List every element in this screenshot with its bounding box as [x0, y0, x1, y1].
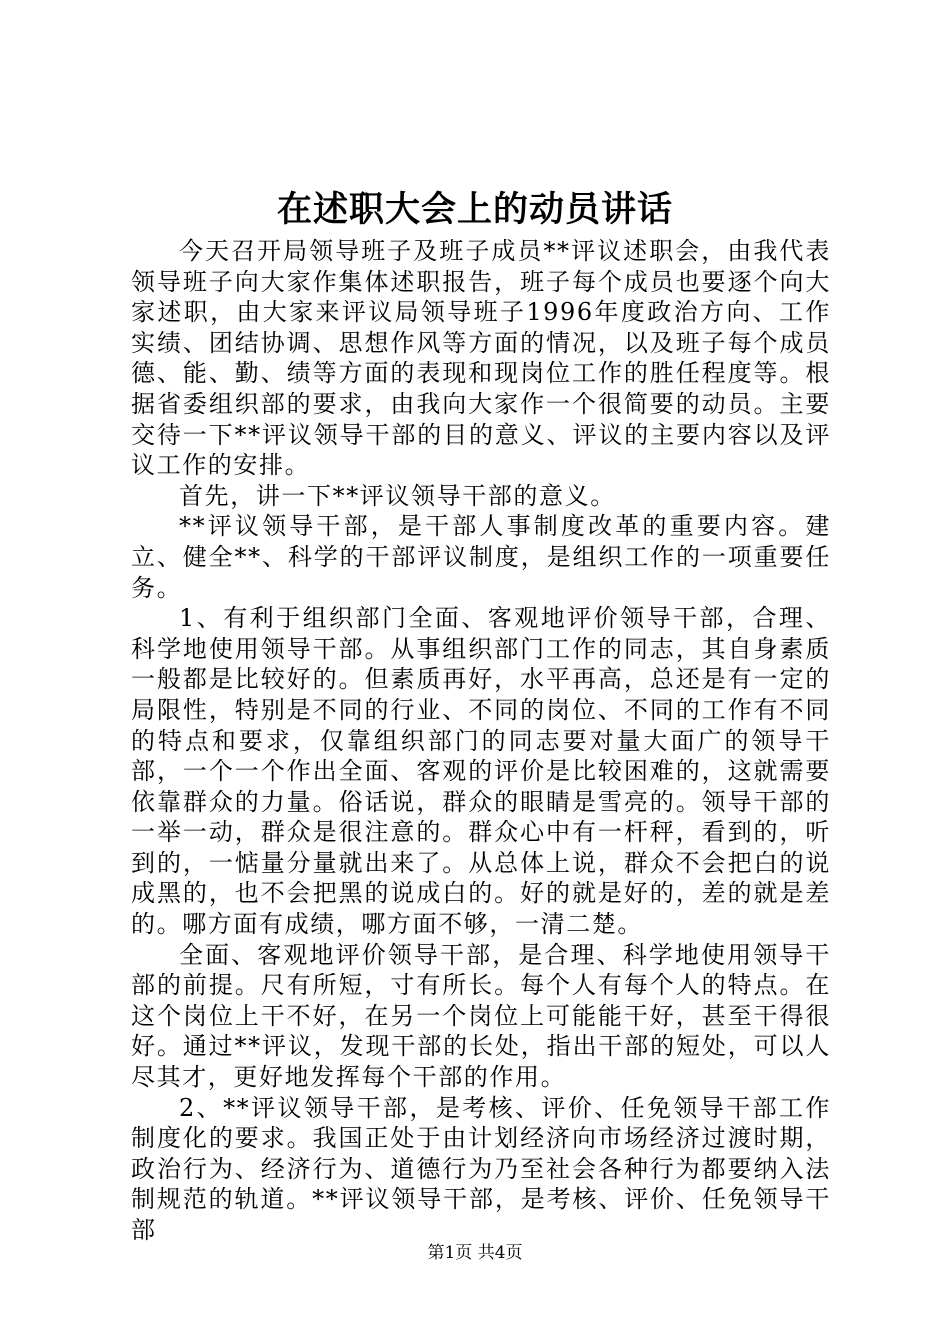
paragraph-intro: 今天召开局领导班子及班子成员**评议述职会，由我代表领导班子向大家作集体述职报告，班子每个成员也要逐个向大家述职，由大家来评议局领导班子1996年度政治方向、工作实绩、团结协调、思想作风等方面的情况，以及班子每个成员德、能、勤、绩等方面的表现和现岗位工作的胜任程度等。根据省委组织部的要求，由我向大家作一个很简要的动员。主要交待一下**评议领导干部的目的意义、评议的主要内容以及评议工作的安排。 — [131, 237, 831, 480]
paragraph-significance: **评议领导干部，是干部人事制度改革的重要内容。建立、健全**、科学的干部评议制度，是组织工作的一项重要任务。 — [131, 512, 831, 602]
paragraph-point-1: 1、有利于组织部门全面、客观地评价领导干部，合理、科学地使用领导干部。从事组织部门工作的同志，其自身素质一般都是比较好的。但素质再好，水平再高，总还是有一定的局限性，特别是不同的行业、不同的岗位、不同的工作有不同的特点和要求，仅靠组织部门的同志要对量大面广的领导干部，一个一个作出全面、客观的评价是比较困难的，这就需要依靠群众的力量。俗话说，群众的眼睛是雪亮的。领导干部的一举一动，群众是很注意的。群众心中有一杆秤，看到的，听到的，一惦量分量就出来了。从总体上说，群众不会把白的说成黑的，也不会把黑的说成白的。好的就是好的，差的就是差的。哪方面有成绩，哪方面不够，一清二楚。 — [131, 604, 831, 939]
document-title: 在述职大会上的动员讲话 — [276, 189, 673, 230]
page-footer: 第1页 共4页 — [427, 1243, 523, 1263]
paragraph-first-point: 首先，讲一下**评议领导干部的意义。 — [179, 481, 616, 510]
document-body — [131, 236, 831, 1246]
paragraph-point-2: 2、**评议领导干部，是考核、评价、任免领导干部工作制度化的要求。我国正处于由计划经济向市场经济过渡时期，政治行为、经济行为、道德行为乃至社会各种行为都要纳入法制规范的轨道。**评议领导干部，是考核、评价、任免领导干部 — [131, 1093, 831, 1244]
paragraph-evaluation: 全面、客观地评价领导干部，是合理、科学地使用领导干部的前提。尺有所短，寸有所长。每个人有每个人的特点。在这个岗位上干不好，在另一个岗位上可能能干好，甚至干得很好。通过**评议，发现干部的长处，指出干部的短处，可以人尽其才，更好地发挥每个干部的作用。 — [131, 940, 831, 1092]
